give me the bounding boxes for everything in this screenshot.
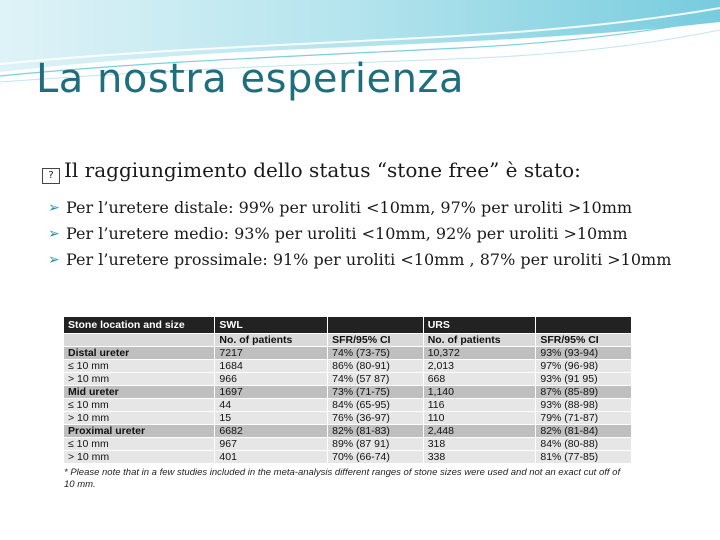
table-cell: 1,140 [423,385,536,398]
results-table-image [64,317,636,500]
table-cell: 76% (36-97) [328,411,424,424]
table-cell: Mid ureter [64,385,215,398]
table-row [64,359,632,372]
table-cell: 79% (71-87) [536,411,632,424]
table-cell: 318 [423,437,536,450]
subheader-cell: No. of patients [215,333,328,346]
table-row [64,437,632,450]
table-row [64,385,632,398]
table-row [64,411,632,424]
table-cell: 82% (81-83) [328,424,424,437]
table-cell: 401 [215,450,328,463]
table-row [64,398,632,411]
table-row [64,372,632,385]
table-row [64,346,632,359]
table-cell: > 10 mm [64,411,215,424]
table-cell: > 10 mm [64,372,215,385]
header-cell: URS [423,317,536,333]
list-item [48,247,688,273]
table-cell: 81% (77-85) [536,450,632,463]
table-cell: ≤ 10 mm [64,398,215,411]
table-cell: 93% (93-94) [536,346,632,359]
table-cell: 84% (65-95) [328,398,424,411]
table-cell: 93% (91 95) [536,372,632,385]
table-cell: Proximal ureter [64,424,215,437]
table-cell: ≤ 10 mm [64,437,215,450]
table-cell: 2,013 [423,359,536,372]
arrow-bullet-icon: ➢ [48,226,60,242]
header-cell [536,317,632,333]
table-cell: 15 [215,411,328,424]
table-subheader-row [64,333,632,346]
subheader-cell: No. of patients [423,333,536,346]
subheader-cell [64,333,215,346]
table-cell: 97% (96-98) [536,359,632,372]
table-cell: 10,372 [423,346,536,359]
table-cell: 6682 [215,424,328,437]
lead-statement [42,158,581,184]
square-bullet-icon: ? [42,168,60,184]
table-cell: 7217 [215,346,328,359]
lead-text: Il raggiungimento dello status “stone free” è stato: [64,158,581,182]
table-cell: 86% (80-91) [328,359,424,372]
table-row [64,450,632,463]
arrow-bullet-icon: ➢ [48,252,60,268]
table-cell: 93% (88-98) [536,398,632,411]
table-cell: 1697 [215,385,328,398]
list-item-text: Per l’uretere distale: 99% per uroliti <10mm, 97% per uroliti >10mm [66,198,633,217]
list-item [48,221,688,247]
table-footnote: * Please note that in a few studies included in the meta-analysis different ranges of stone sizes were used and not an exact cut off of 10 mm. [64,466,621,490]
table-cell: 74% (57 87) [328,372,424,385]
table-cell: 44 [215,398,328,411]
header-cell: SWL [215,317,328,333]
table-header-row [64,317,632,333]
arrow-bullet-icon: ➢ [48,200,60,216]
list-item-text: Per l’uretere medio: 93% per uroliti <10mm, 92% per uroliti >10mm [66,224,628,243]
slide-title: La nostra esperienza [36,56,465,102]
table-cell: 668 [423,372,536,385]
table-cell: 70% (66-74) [328,450,424,463]
table-cell: 89% (87 91) [328,437,424,450]
table-cell: 966 [215,372,328,385]
table-cell: 1684 [215,359,328,372]
table-row [64,424,632,437]
header-cell: Stone location and size [64,317,215,333]
table-cell: 82% (81-84) [536,424,632,437]
header-cell [328,317,424,333]
table-cell: Distal ureter [64,346,215,359]
table-cell: 74% (73-75) [328,346,424,359]
bullet-list [48,195,688,273]
table-cell: 84% (80-88) [536,437,632,450]
table-cell: 116 [423,398,536,411]
table-cell: 2,448 [423,424,536,437]
table-cell: > 10 mm [64,450,215,463]
list-item [48,195,688,221]
table-cell: 87% (85-89) [536,385,632,398]
table-cell: 338 [423,450,536,463]
table-cell: 73% (71-75) [328,385,424,398]
results-table [64,317,632,464]
table-cell: 110 [423,411,536,424]
table-cell: 967 [215,437,328,450]
list-item-text: Per l’uretere prossimale: 91% per uroliti <10mm , 87% per uroliti >10mm [66,250,672,269]
subheader-cell: SFR/95% CI [328,333,424,346]
table-cell: ≤ 10 mm [64,359,215,372]
subheader-cell: SFR/95% CI [536,333,632,346]
